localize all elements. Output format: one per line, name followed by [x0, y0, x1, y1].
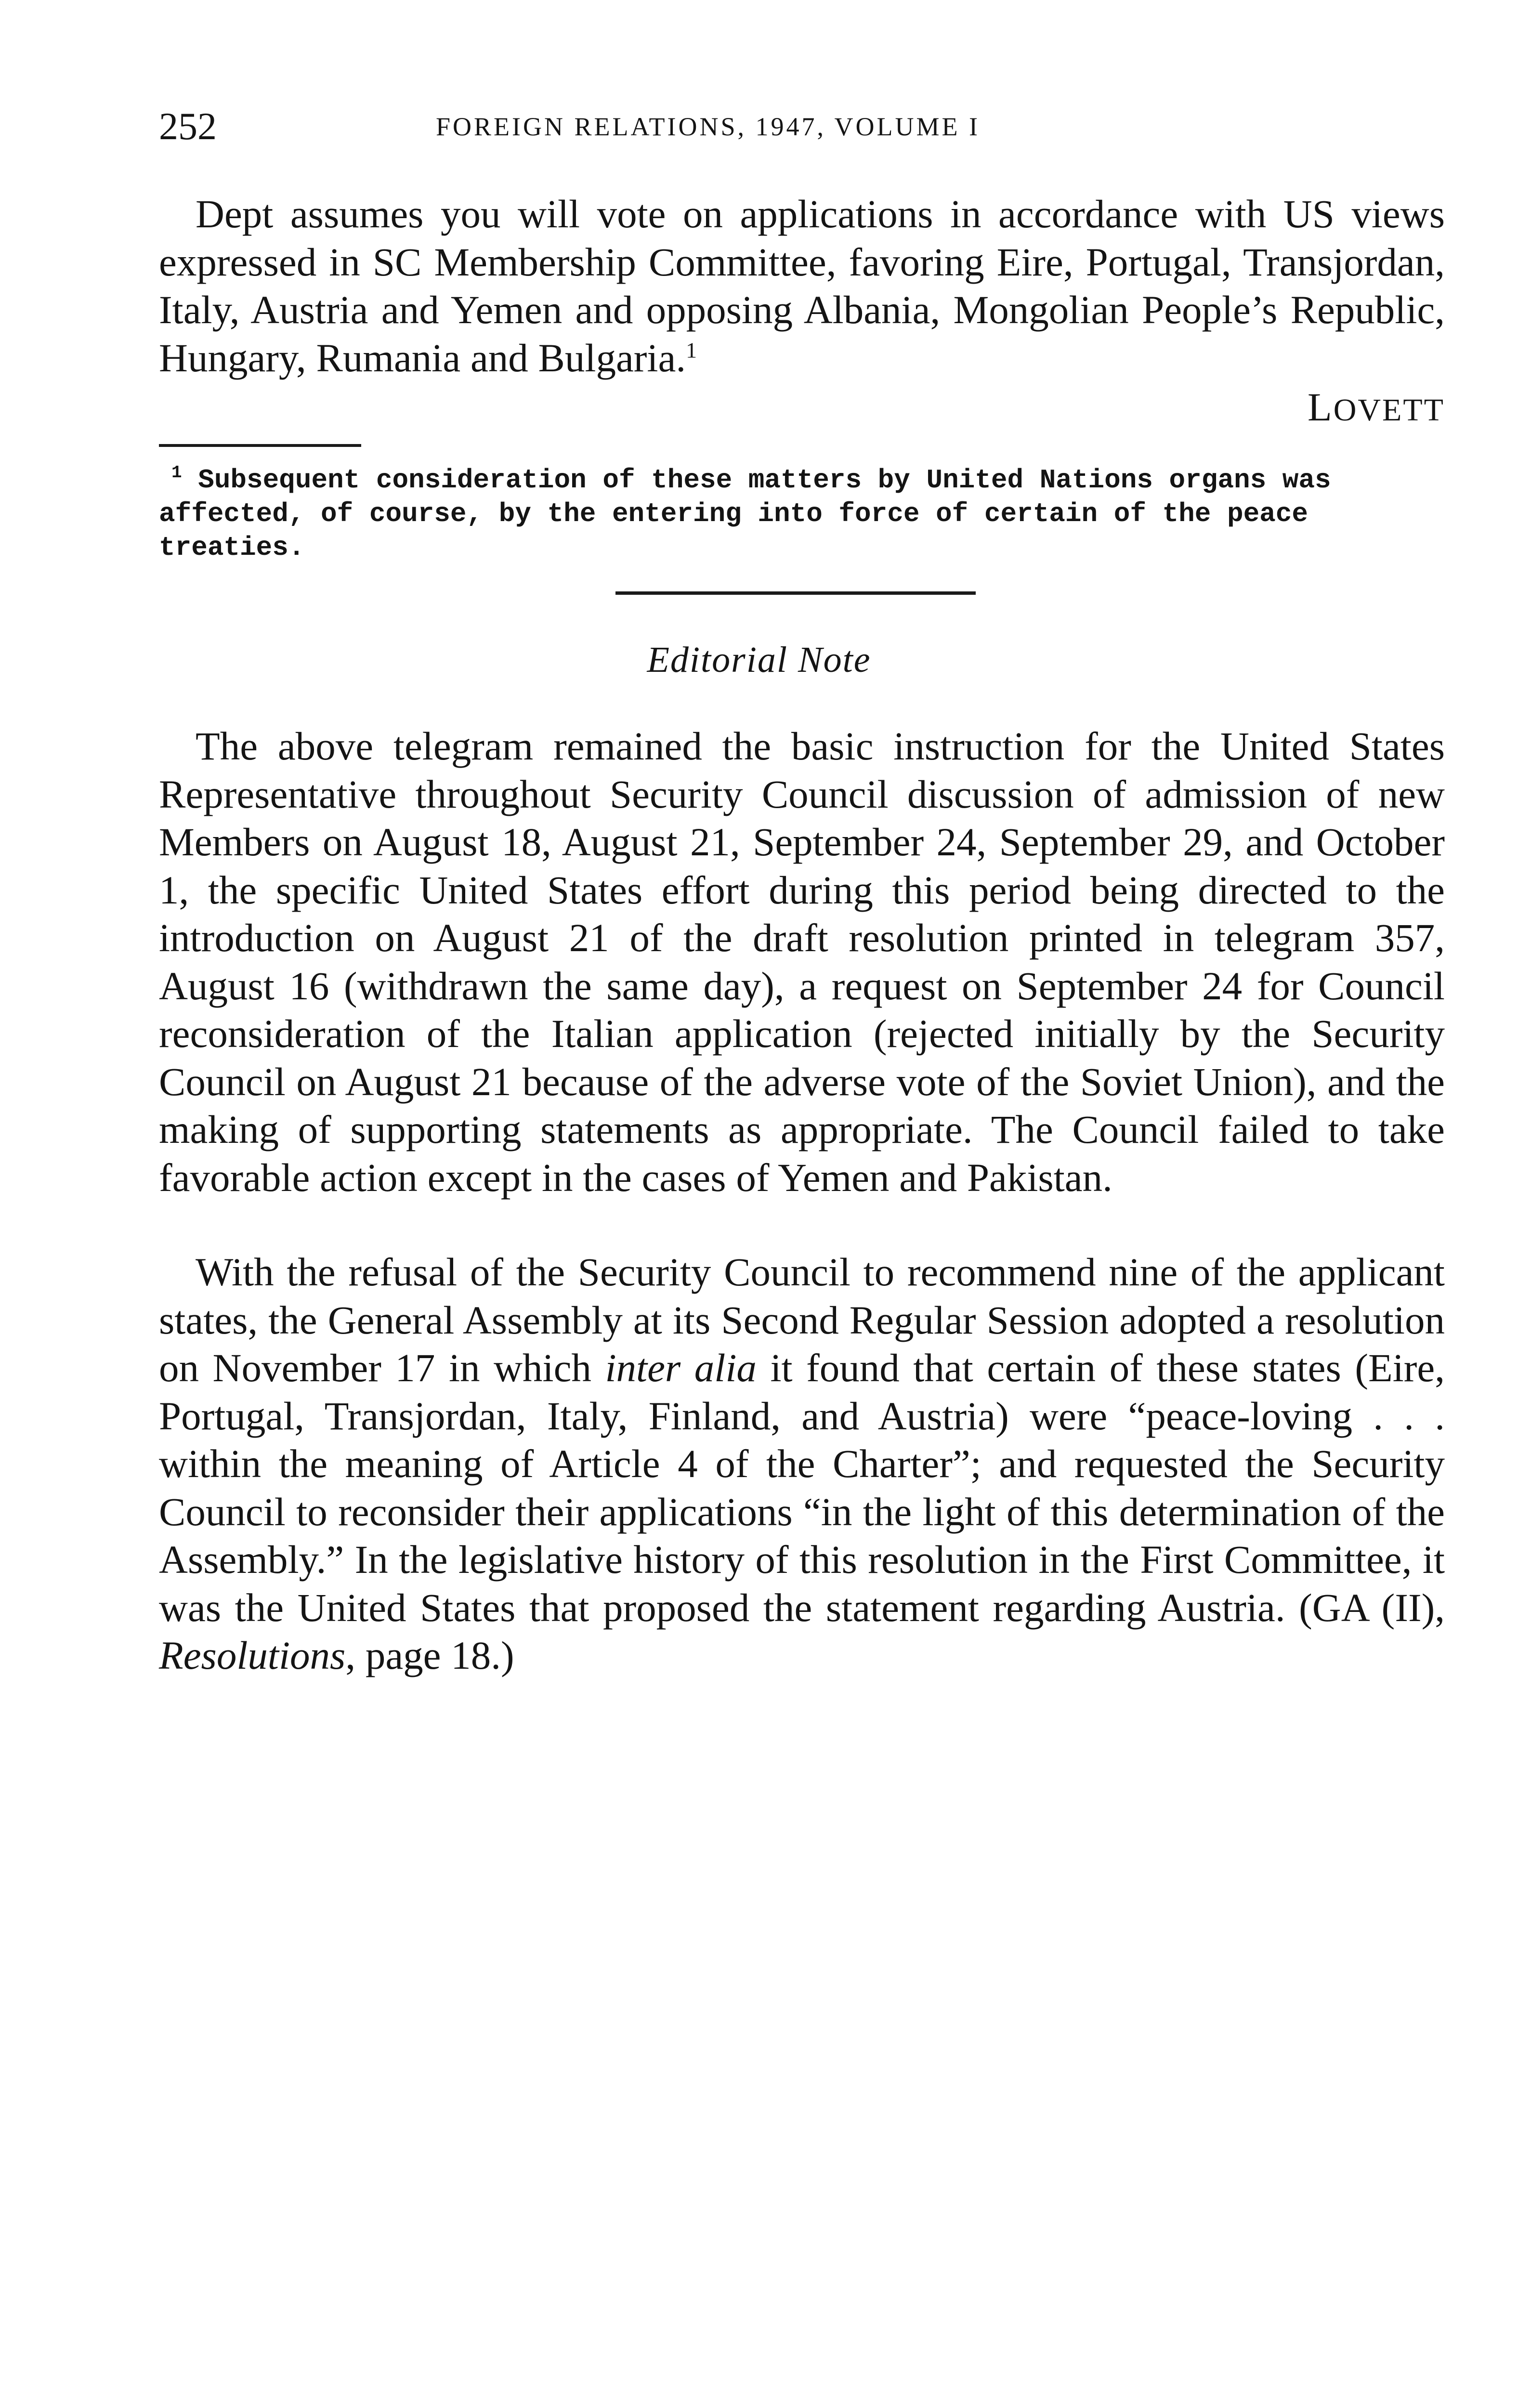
signature-rest: OVETT: [1333, 393, 1445, 428]
section-divider: [615, 591, 976, 595]
editorial-paragraph-2: [159, 1248, 1445, 1680]
editorial-paragraph-2-text-b: it found that certain of these states (Eire, Portugal, Transjordan, Italy, Finland, and Austria) were “peace-loving . . . within the meaning of Article 4 of the Charter”; and requested the Security Council to reconsider their applications “in the light of this determination of the Assembly.” In the legislative history of this resolution in the First Committee, it was the United States that proposed the statement regarding Austria. (GA (II),: [159, 1346, 1445, 1630]
editorial-paragraph-2-text-c: , page 18.): [345, 1633, 514, 1677]
running-header-title: FOREIGN RELATIONS, 1947, VOLUME I: [436, 112, 980, 141]
running-header: [159, 100, 1445, 153]
page-number: 252: [159, 105, 217, 148]
footnote-mark: 1: [171, 463, 182, 483]
editorial-paragraph-2-italic-b: Resolutions: [159, 1633, 346, 1677]
signature: [1308, 385, 1445, 432]
footnote-reference: 1: [686, 337, 697, 362]
footnote-text: Subsequent consideration of these matters by United Nations organs was affected, of course, by the entering into force of certain of the peace treaties.: [159, 465, 1331, 563]
footnote: [159, 463, 1445, 564]
telegram-paragraph: [159, 190, 1445, 382]
editorial-paragraph-2-text-a: With the refusal of the Security Council to recommend nine of the applicant states, the General Assembly at its Second Regular Session adopted a resolution on November 17 in which: [159, 1250, 1445, 1390]
editorial-paragraph-2-italic-a: inter alia: [605, 1346, 757, 1390]
telegram-text: Dept assumes you will vote on applications in accordance with US views expressed in SC Membership Committee, favoring Eire, Portugal, Transjordan, Italy, Austria and Yemen and opposing Albania, Mongolian People’s Republic, Hungary, Rumania and Bulgaria.: [159, 192, 1445, 380]
signature-initial: L: [1308, 385, 1334, 429]
editorial-paragraph-1: The above telegram remained the basic instruction for the United States Representative throughout Security Council discussion of admission of new Members on August 18, August 21, September 24, September 29, and October 1, the specific United States effort during this period being directed to the introduction on August 21 of the draft resolution printed in telegram 357, August 16 (withdrawn the same day), a request on September 24 for Council reconsideration of the Italian application (rejected initially by the Security Council on August 21 because of the adverse vote of the Soviet Union), and the making of supporting statements as appropriate. The Council failed to take favorable action except in the cases of Yemen and Pakistan.: [159, 724, 1445, 1200]
editorial-note-title: Editorial Note: [647, 640, 871, 680]
footnote-divider: [159, 444, 361, 447]
